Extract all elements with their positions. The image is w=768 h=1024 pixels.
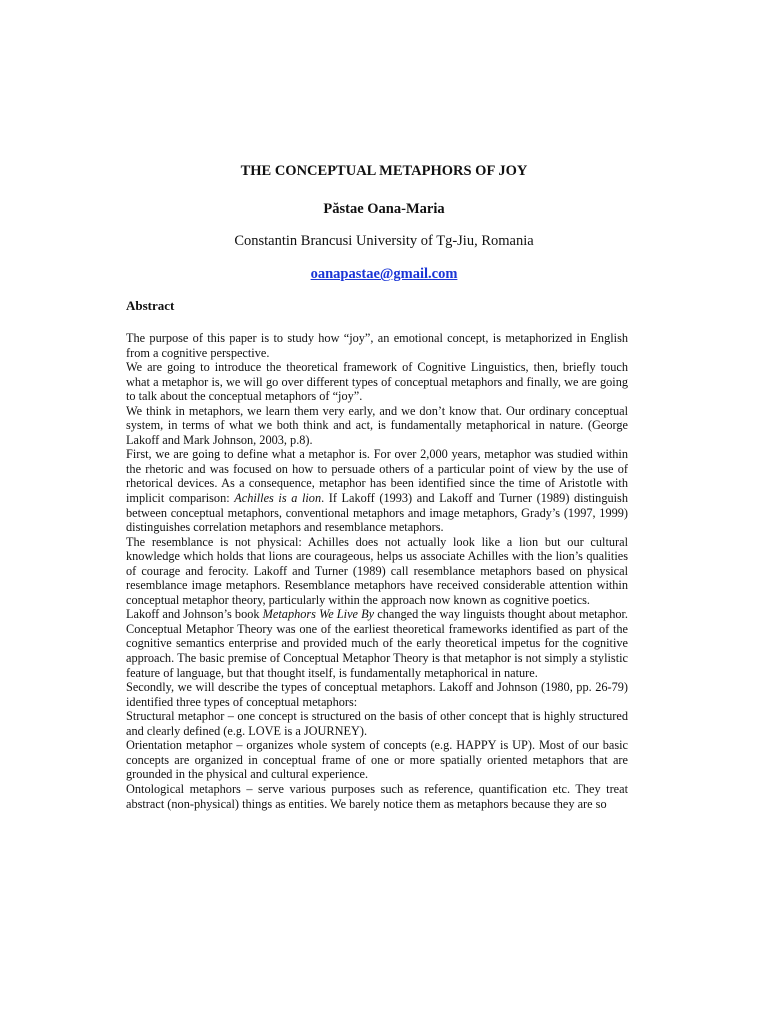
paper-title: THE CONCEPTUAL METAPHORS OF JOY	[240, 163, 528, 179]
paragraph	[126, 447, 628, 534]
paragraph: We are going to introduce the theoretical framework of Cognitive Linguistics, then, briefly touch what a metaphor is, we will go over different types of conceptual metaphors and finally, we are going to talk about the conceptual metaphors of “joy”.	[126, 360, 628, 404]
italic-example: Achilles is a lion	[234, 491, 322, 506]
author-email	[0, 266, 768, 283]
author-name: Păstae Oana-Maria	[323, 201, 445, 217]
author-affiliation: Constantin Brancusi University of Tg-Jiu, Romania	[234, 233, 534, 249]
book-title: Metaphors We Live By	[262, 607, 375, 622]
paragraph-text: First, we are going to define what a metaphor is. For over 2,000 years, metaphor was studied within the rhetoric and was focused on how to persuade others of a particular point of view by the use of rhetorical devices. As a consequence, metaphor has been identified since the time of Aristotle with implicit comparison:	[126, 447, 628, 506]
paragraph-text: changed the way linguists thought about metaphor. Conceptual Metaphor Theory was one of the earliest theoretical frameworks identified as part of the cognitive semantics enterprise and provided much of the early theoretical impetus for the cognitive approach. The basic premise of Conceptual Metaphor Theory is that metaphor is not simply a stylistic feature of language, but that thought itself, is fundamentally metaphorical in nature.	[126, 607, 628, 680]
paragraph: The resemblance is not physical: Achilles does not actually look like a lion but our cultural knowledge which holds that lions are courageous, helps us associate Achilles with the lion’s qualities of courage and ferocity. Lakoff and Turner (1989) call resemblance metaphors based on physical resemblance image metaphors. Resemblance metaphors have received considerable attention within conceptual metaphor theory, particularly within the approach now known as cognitive poetics.	[126, 534, 628, 607]
abstract-heading: Abstract	[126, 298, 175, 313]
paragraph: Secondly, we will describe the types of conceptual metaphors. Lakoff and Johnson (1980, pp. 26-79) identified three types of conceptual metaphors:	[126, 680, 628, 709]
paragraph: Structural metaphor – one concept is structured on the basis of other concept that is highly structured and clearly defined (e.g. LOVE is a JOURNEY).	[126, 709, 628, 738]
paragraph: Orientation metaphor – organizes whole system of concepts (e.g. HAPPY is UP). Most of our basic concepts are organized in conceptual frame of one or more spatially oriented metaphors that are grounded in the physical and cultural experience.	[126, 738, 628, 782]
paragraph: The purpose of this paper is to study how “joy”, an emotional concept, is metaphorized in English from a cognitive perspective.	[126, 331, 628, 360]
paragraph-text: . If Lakoff (1993) and Lakoff and Turner (1989) distinguish between conceptual metaphors, conventional metaphors and image metaphors, Grady’s (1997, 1999) distinguishes correlation metaphors and resemblance metaphors.	[126, 491, 628, 535]
paragraph: We think in metaphors, we learn them very early, and we don’t know that. Our ordinary conceptual system, in terms of what we both think and act, is fundamentally metaphorical in nature. (George Lakoff and Mark Johnson, 2003, p.8).	[126, 403, 628, 447]
paragraph	[126, 607, 628, 680]
paragraph-text: Lakoff and Johnson’s book	[126, 607, 263, 622]
email-link[interactable]: oanapastae@gmail.com	[310, 266, 458, 282]
abstract-body	[126, 331, 628, 811]
paragraph: Ontological metaphors – serve various purposes such as reference, quantification etc. They treat abstract (non-physical) things as entities. We barely notice them as metaphors because they are so	[126, 781, 628, 811]
